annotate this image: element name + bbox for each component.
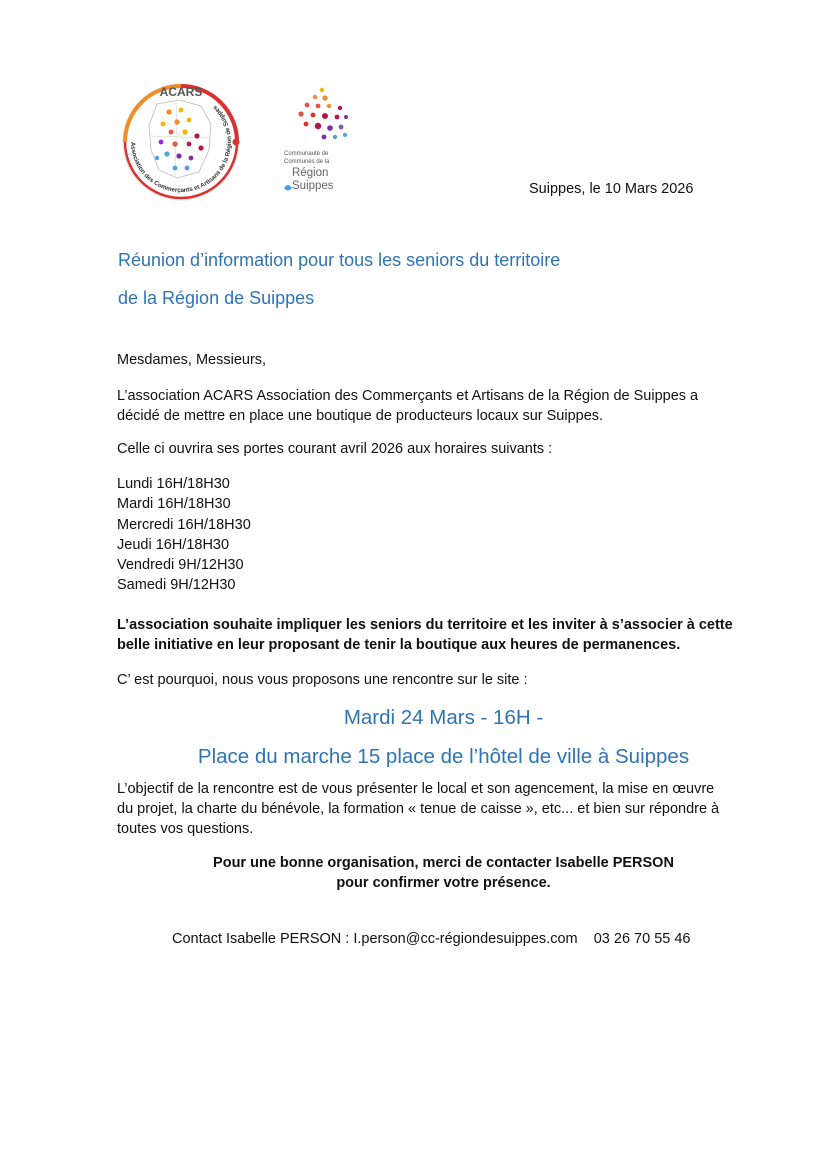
- hours-monday: Lundi 16H/18H30: [117, 476, 230, 492]
- greeting: Mesdames, Messieurs,: [117, 352, 267, 368]
- cc-logo-line2: Communes de la: [284, 159, 330, 165]
- title-line-2: de la Région de Suippes: [118, 288, 315, 308]
- objective-paragraph: [117, 779, 719, 839]
- opening-hours-list: [117, 474, 251, 596]
- cc-logo-line1: Communauté de: [284, 151, 329, 157]
- organisation-paragraph: [117, 853, 770, 893]
- objective-line-3: toutes vos questions.: [117, 821, 254, 837]
- hours-wednesday: Mercredi 16H/18H30: [117, 516, 251, 533]
- intro-paragraph: [117, 386, 698, 426]
- svg-text:Association des Commerçants et: [129, 104, 233, 194]
- bold-paragraph: [117, 615, 733, 655]
- acars-logo-name: ACARS: [159, 85, 203, 99]
- cc-logo-dots: [298, 88, 348, 140]
- contact-label: Contact Isabelle PERSON :: [172, 931, 354, 947]
- cc-logo-line3: Région: [292, 167, 329, 179]
- contact-email-link[interactable]: I.person@cc-régiondesuippes.com: [353, 931, 578, 947]
- acars-logo-tagline: Association des Commerçants et Artisans de la Région de Suippes: [128, 104, 234, 195]
- organisation-line-1: Pour une bonne organisation, merci de contacter Isabelle PERSON: [213, 855, 674, 871]
- date-line: Suippes, le 10 Mars 2026: [529, 181, 694, 197]
- hours-friday: Vendredi 9H/12H30: [117, 557, 244, 574]
- proposal-paragraph: C’ est pourquoi, nous vous proposons une rencontre sur le site :: [117, 672, 528, 688]
- bold-line-2: belle initiative en leur proposant de tenir la boutique aux heures de permanences.: [117, 637, 681, 653]
- cc-region-suippes-logo: [278, 84, 358, 196]
- meeting-when: Mardi 24 Mars - 16H -: [343, 706, 544, 729]
- contact-line: [172, 929, 691, 949]
- opening-paragraph: Celle ci ouvrira ses portes courant avril 2026 aux horaires suivants :: [117, 441, 553, 457]
- hours-saturday: Samedi 9H/12H30: [117, 577, 236, 594]
- intro-line-1: L’association ACARS Association des Commerçants et Artisans de la Région de Suippes a: [117, 388, 699, 404]
- hours-tuesday: Mardi 16H/18H30: [117, 496, 231, 513]
- organisation-line-2: pour confirmer votre présence.: [336, 875, 551, 891]
- objective-line-1: L’objectif de la rencontre est de vous présenter le local et son agencement, la mise en œuvre: [117, 781, 715, 797]
- meeting-where: Place du marche 15 place de l’hôtel de ville à Suippes: [197, 745, 690, 768]
- acars-logo: [117, 80, 247, 204]
- intro-line-2: décidé de mettre en place une boutique de producteurs locaux sur Suippes.: [117, 408, 604, 424]
- hours-thursday: Jeudi 16H/18H30: [117, 536, 230, 553]
- contact-phone: 03 26 70 55 46: [593, 931, 691, 947]
- cc-logo-line4: Suippes: [292, 180, 334, 192]
- title-line-1: Réunion d’information pour tous les seniors du territoire: [118, 250, 561, 270]
- objective-line-2: du projet, la charte du bénévole, la formation « tenue de caisse », etc... et bien sur répondre à: [117, 801, 720, 817]
- bold-line-1: L’association souhaite impliquer les seniors du territoire et les inviter à s’associer à cette: [117, 617, 733, 633]
